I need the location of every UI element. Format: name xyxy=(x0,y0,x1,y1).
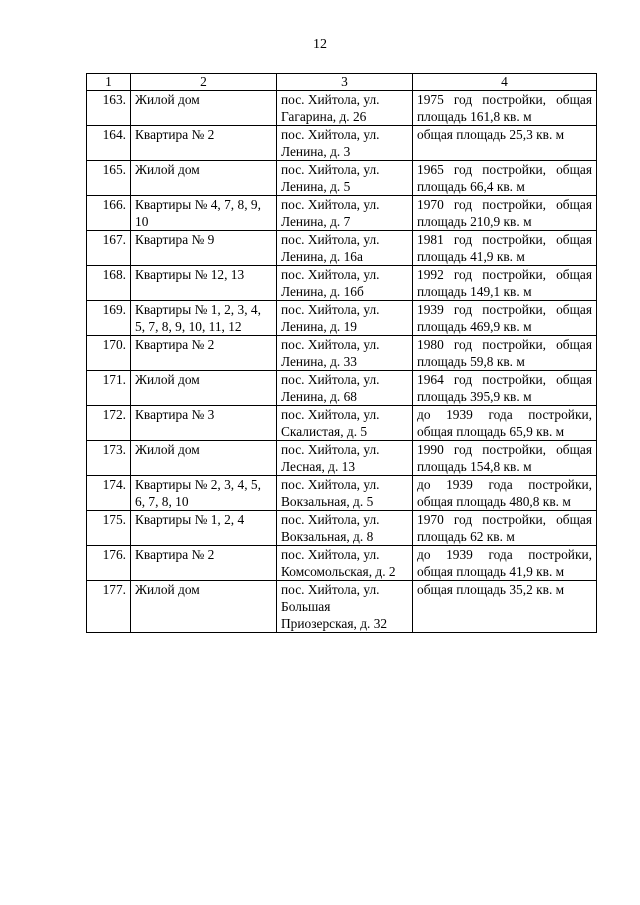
row-address: пос. Хийтола, ул. Комсомольская, д. 2 xyxy=(277,546,413,581)
row-description: до 1939 года постройки, общая площадь 480,8 кв. м xyxy=(413,476,597,511)
row-description: общая площадь 35,2 кв. м xyxy=(413,581,597,633)
row-description: 1970 год постройки, общая площадь 62 кв. м xyxy=(413,511,597,546)
row-address: пос. Хийтола, ул. Ленина, д. 5 xyxy=(277,161,413,196)
table-row xyxy=(87,511,597,546)
row-number: 171. xyxy=(87,371,131,406)
table-row xyxy=(87,231,597,266)
row-address: пос. Хийтола, ул. Скалистая, д. 5 xyxy=(277,406,413,441)
row-description: 1964 год постройки, общая площадь 395,9 кв. м xyxy=(413,371,597,406)
row-object: Квартира № 9 xyxy=(131,231,277,266)
row-number: 169. xyxy=(87,301,131,336)
row-object: Квартира № 3 xyxy=(131,406,277,441)
row-number: 163. xyxy=(87,91,131,126)
page-number: 12 xyxy=(313,37,327,52)
row-number: 164. xyxy=(87,126,131,161)
row-number: 173. xyxy=(87,441,131,476)
row-description: 1970 год постройки, общая площадь 210,9 кв. м xyxy=(413,196,597,231)
row-number: 176. xyxy=(87,546,131,581)
row-number: 168. xyxy=(87,266,131,301)
row-address: пос. Хийтола, ул. Гагарина, д. 26 xyxy=(277,91,413,126)
row-address: пос. Хийтола, ул. Ленина, д. 68 xyxy=(277,371,413,406)
row-description: 1980 год постройки, общая площадь 59,8 кв. м xyxy=(413,336,597,371)
row-address: пос. Хийтола, ул. Ленина, д. 33 xyxy=(277,336,413,371)
row-object: Жилой дом xyxy=(131,441,277,476)
row-object: Жилой дом xyxy=(131,91,277,126)
row-description: 1975 год постройки, общая площадь 161,8 кв. м xyxy=(413,91,597,126)
table-row xyxy=(87,301,597,336)
row-description: 1990 год постройки, общая площадь 154,8 кв. м xyxy=(413,441,597,476)
row-number: 165. xyxy=(87,161,131,196)
column-header-number: 1 xyxy=(87,74,131,91)
table-row xyxy=(87,91,597,126)
row-address: пос. Хийтола, ул. Ленина, д. 7 xyxy=(277,196,413,231)
row-object: Квартиры № 2, 3, 4, 5, 6, 7, 8, 10 xyxy=(131,476,277,511)
row-number: 170. xyxy=(87,336,131,371)
row-description: 1965 год постройки, общая площадь 66,4 кв. м xyxy=(413,161,597,196)
row-object: Жилой дом xyxy=(131,581,277,633)
table-row xyxy=(87,546,597,581)
row-number: 177. xyxy=(87,581,131,633)
row-object: Квартира № 2 xyxy=(131,546,277,581)
table-row xyxy=(87,441,597,476)
row-number: 172. xyxy=(87,406,131,441)
table-row xyxy=(87,126,597,161)
row-number: 175. xyxy=(87,511,131,546)
table-row xyxy=(87,266,597,301)
table-row xyxy=(87,476,597,511)
row-object: Квартиры № 1, 2, 3, 4, 5, 7, 8, 9, 10, 11, 12 xyxy=(131,301,277,336)
table-row xyxy=(87,336,597,371)
row-description: до 1939 года постройки, общая площадь 65,9 кв. м xyxy=(413,406,597,441)
row-description: до 1939 года постройки, общая площадь 41,9 кв. м xyxy=(413,546,597,581)
row-object: Квартиры № 12, 13 xyxy=(131,266,277,301)
table-row xyxy=(87,161,597,196)
row-description: 1939 год постройки, общая площадь 469,9 кв. м xyxy=(413,301,597,336)
row-address: пос. Хийтола, ул. Вокзальная, д. 5 xyxy=(277,476,413,511)
row-address: пос. Хийтола, ул. Ленина, д. 16б xyxy=(277,266,413,301)
row-number: 174. xyxy=(87,476,131,511)
property-table xyxy=(86,73,597,633)
table-row xyxy=(87,371,597,406)
table-row xyxy=(87,406,597,441)
row-object: Квартира № 2 xyxy=(131,126,277,161)
table-header-row xyxy=(87,74,597,91)
row-description: 1981 год постройки, общая площадь 41,9 кв. м xyxy=(413,231,597,266)
row-description: общая площадь 25,3 кв. м xyxy=(413,126,597,161)
row-address: пос. Хийтола, ул. Ленина, д. 19 xyxy=(277,301,413,336)
column-header-description: 4 xyxy=(413,74,597,91)
row-object: Квартира № 2 xyxy=(131,336,277,371)
row-number: 166. xyxy=(87,196,131,231)
row-address: пос. Хийтола, ул. Вокзальная, д. 8 xyxy=(277,511,413,546)
table-row xyxy=(87,196,597,231)
column-header-object: 2 xyxy=(131,74,277,91)
row-address: пос. Хийтола, ул. Ленина, д. 3 xyxy=(277,126,413,161)
table-row xyxy=(87,581,597,633)
row-object: Квартиры № 4, 7, 8, 9, 10 xyxy=(131,196,277,231)
row-address: пос. Хийтола, ул. Лесная, д. 13 xyxy=(277,441,413,476)
column-header-address: 3 xyxy=(277,74,413,91)
row-description: 1992 год постройки, общая площадь 149,1 кв. м xyxy=(413,266,597,301)
row-object: Квартиры № 1, 2, 4 xyxy=(131,511,277,546)
row-object: Жилой дом xyxy=(131,371,277,406)
row-object: Жилой дом xyxy=(131,161,277,196)
row-address: пос. Хийтола, ул. Ленина, д. 16а xyxy=(277,231,413,266)
row-address: пос. Хийтола, ул. Большая Приозерская, д. 32 xyxy=(277,581,413,633)
row-number: 167. xyxy=(87,231,131,266)
